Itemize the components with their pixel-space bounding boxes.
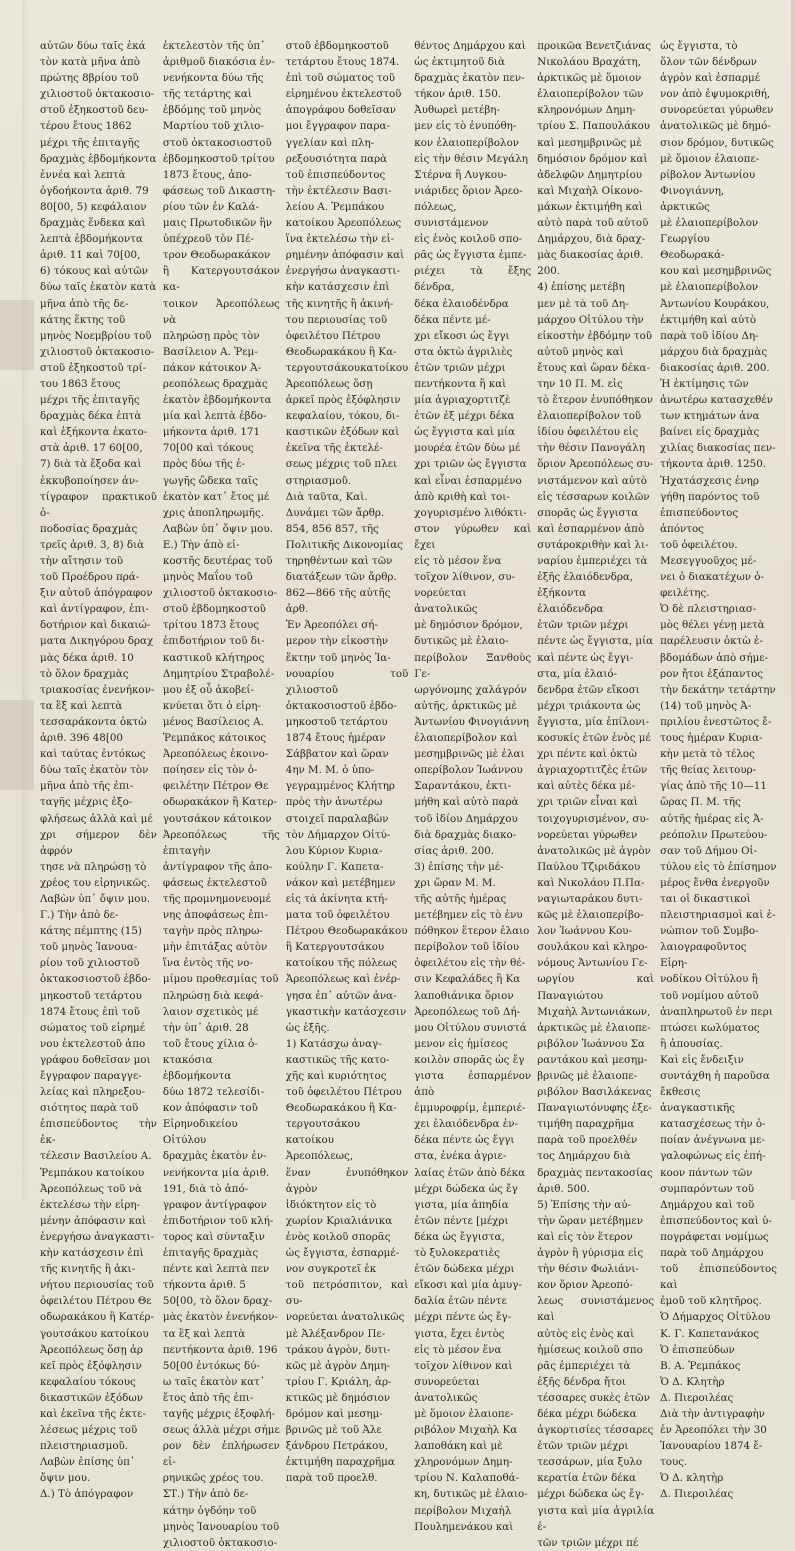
text-column-4 [414, 38, 531, 1551]
text-column-5 [537, 38, 654, 1551]
page-edge [791, 0, 795, 1200]
column-text: αὐτῶν δύω ταῖς ἑκά τὸν κατὰ μῆνα ἀπὸ πρώτης 8βρίου τοῦ χιλιοστοῦ ὀκτακοσιο- στοῦ ἑξηκοστοῦ δευ- τέρου ἔτους 1862 μέχρι τῆς ἐπιταγῆς δραχμὰς ἑβδομήκοντα ἐννέα καὶ λεπτὰ ὀγδοήκοντα ἀριθ. 79 80[00, 5) κεφάλαιον δραχμὰς ἕνδεκα καὶ λεπτὰ ἑβδομήκοντα ἀριθ. 11 καὶ 70[00, 6) τόκους καὶ αὐτῶν δύω ταῖς ἑκατὸν κατὰ μῆνα ἀπὸ τῆς δε- κάτης ἕκτης τοῦ μηνὸς Νοεμβρίου τοῦ χιλιοστοῦ ὀκτακοσιο- στοῦ ἑξηκοστοῦ τρί- του 1863 ἔτους μέχρι τῆς ἐπιταγῆς δραχμὰς δέκα ἑπτὰ καὶ ἑξήκοντα ἑκατο- στὰ ἀριθ. 17 60[00, 7) διὰ τὰ ἔξοδα καὶ ἐκκυβοποίησεν ἀν- τίγραφον πρακτικοῦ ὁ- ποδοσίας δραχμὰς τρεῖς ἀριθ. 3, 8) διὰ τὴν αἴτησιν τοῦ τοῦ Προέδρου πρά- ξιν αὐτοῦ ἀπόγραφον καὶ ἀντίγραφον, ἐπι- δοτήριον καὶ δικαιώ- ματα Δικηγόρου δραχ μὰς δέκα ἀριθ. 10 τὸ ὅλον δραχμὰς τριακοσίας ἐνενήκον- τα ἓξ καὶ λεπτὰ τεσσαράκοντα ὀκτὼ ἀριθ. 396 48[00 καὶ ταύτας ἐντόκως δύω ταῖς ἑκατὸν τὸν μῆνα ἀπὸ τῆς ἐπι- ταγῆς μέχρις ἐξο- φλήσεως ἀλλὰ καὶ μέ χρι σήμερον δὲν ἀφρόν τησε νὰ πληρώσῃ τὸ χρέος του εἰρηνικῶς. Λαβὼν ὑπ᾽ ὄψιν μου. Γ.) Τὴν ἀπὸ δε- κάτης πέμπτης (15) τοῦ μηνὸς Ἰανουα- ρίου τοῦ χιλιοστοῦ ὀκτακοσιοστοῦ ἑβδο- μηκοστοῦ τετάρτου 1874 ἔτους ἐπὶ τοῦ σώματος τοῦ εἰρημέ νου ἐκτελεστοῦ ἀπο γράφου δοθεῖσαν μοι ἔγγραφον παραγγε- λείας καὶ πληρεξου- σιότητος παρὰ τοῦ ἐπισπεύδοντος τὴν ἐκ- τέλεσιν Βασιλείου Α. Ῥεμπάκου κατοίκου Ἀρεοπόλεως τοῦ νὰ ἐκτελέσω τὴν εἰρη- μένην ἀπόφασιν καὶ ἐνεργήσω ἀναγκαστι- κὴν κατάσχεσιν ἐπὶ τῆς κινητῆς ἢ ἀκι- νήτου περιουσίας τοῦ ὀφειλέτου Πέτρου Θε οδωρακάκου ἢ Κατέρ- γουτσάκου κατοίκου Ἀρεοπόλεως ὅσῃ ἀρ κεῖ πρὸς ἐξόφλησιν κεφαλαίου τόκους δικαστικῶν ἐξόδων καὶ ἐκεῖνα τῆς ἐκτε- λέσεως μέχρις τοῦ πλειστηριασμοῦ. Λαβὼν ἐπίσης ὑπ᾽ ὄψιν μου. Δ.) Τὸ ἀπόγραφον [40, 40, 157, 1501]
column-text: ἐκτελεστὸν τῆς ὑπ᾽ ἀριθμοῦ διακόσια ἑν- νενήκοντα δύω τῆς τῆς τετάρτης καὶ ἑβδόμης τοῦ μηνὸς Μαρτίου τοῦ χιλιο- στοῦ ὀκτακοσιοστοῦ ἑβδομηκοστοῦ τρίτου 1873 ἔτους, ἀπο- φάσεως τοῦ Δικαστη- ρίου τῶν ἐν Καλά- μαις Πρωτοδικῶν ἣν ὑπέχρεοῦ τὸν Πέ- τρον Θεοδωρακάκον ἢ Κατεργουτσάκον κα- τοικον Ἀρεοπόλεως νὰ πληρώσῃ πρὸς τὸν Βασίλειον Α. Ῥεμ- πάκον κάτοικον Ἀ- ρεοπόλεως δραχμὰς ἑκατὸν ἑβδομήκοντα μία καὶ λεπτὰ ἑβδο- μήκοντα ἀριθ. 171 70[00 καὶ τόκους πρὸς δύω τῆς ἑ- γωγῆς ὥδεκα ταῖς ἑκατὸν κατ᾽ ἔτος μέ χρις ἀποπληρωμῆς. Λαβὼν ὑπ᾽ ὄψιν μου. Ε.) Τὴν ἀπὸ εἰ- κοστῆς δευτέρας τοῦ μηνὸς Μαΐου τοῦ χιλιοστοῦ ὀκτακοσιο- στοῦ ἑβδομηκοστοῦ τρίτου 1873 ἔτους ἐπιδοτήριον τοῦ δι- καστικοῦ κλήτηρος Δημητρίου Στραβολέ- μου ἐξ οὗ ἀκοβεί- κνύεται ὅτι ὁ εἰρη- μένος Βασίλειος Α. Ῥεμπάκος κάτοικος Ἀρεοπόλεως ἐκοινο- ποίησεν εἰς τὸν ὀ- φειλέτην Πέτρον Θε οδωρακάκον ἢ Κατερ- γουτσάκον κάτοικον Ἀρεοπόλεως τῆς ἐπιταγὴν ἀντίγραφον τῆς ἀπο- φάσεως ἐκτελεστοῦ τῆς προμνημονευομέ νης ἀποφάσεως ἐπι- ταγὴν πρὸς πληρω- μὴν ἐπιτάξας αὐτὸν ἵνα ἐντὸς τῆς νο- μίμου προθεσμίας τοῦ πληρώσῃ διὰ κεφά- λαιον σχετικὸς μέ τὴν ὑπ᾽ ἀριθ. 28 τοῦ ἔτους χίλια ὀ- κτακόσια ἑβδομήκοντα δύω 1872 τελεσίδι- κον ἀπόφασιν τοῦ Εἰρηνοδικείου Οἰτύλου δραχμὰς ἑκατὸν ἐν- νενήκοντα μία ἀριθ. 191, διὰ τὸ ἀπό- γραφον ἀντίγραφον ἐπιδοτήριον τοῦ κλή- τορος καὶ σύνταξιν ἐπιταγῆς δραχμὰς πέντε καὶ λεπτὰ πεν τήκοντα ἀριθ. 5 50[00, τὸ ὅλον δραχ- μὰς ἑκατὸν ἐνενήκον- τα ἓξ καὶ λεπτὰ πεντήκοντα ἀριθ. 196 50[00 ἐντόκως δύ- ω ταῖς ἑκατὸν κατ᾽ ἔτος ἀπὸ τῆς ἐπι- ταγῆς μέχρις ἐξοφλή- σεως ἀλλὰ μέχρι σήμε ρον δὲν ἐπλήρωσεν εἰ- ρηνικῶς χρέος του. ΣΤ.) Τὴν ἀπὸ δε- κάτην ὀγδόην τοῦ μηνὸς Ἰανουαρίου τοῦ χιλιοστοῦ ὀκτακοσιο- [162, 40, 280, 1549]
text-column-2 [163, 38, 280, 1551]
column-text: ὡς ἔγγιστα, τὸ ὅλον τῶν δένδρων ἀγρὸν καὶ ἐσπαρμέ νον ἀπὸ ἐψυμοκριθή, συνορεύεται γύρωθεν ἀνατολικῶς μὲ δημό- σιον δρόμον, δυτικῶς μὲ ὅμοιον ἐλαιοπε- ρίβολον Ἀντωνίου Φινογιάννη, ἀρκτικῶς μὲ ἐλαιοπερίβολον Γεωργίου Θεοδωρακά- κου καὶ μεσημβρινῶς μὲ ἐλαιοπερίβολον Ἀντωνίου Κουράκου, ἐκτιμήθη καὶ αὐτὸ παρὰ τοῦ ἰδίου Δη- μάρχου διὰ δραχμὰς διακοσίας ἀριθ. 200. Ἡ ἐκτίμησις τῶν ἀνωτέρω κατασχεθέν των κτημάτων ἀνα βαίνει εἰς δραχμὰς χιλίας διακοσίας πεν- τήκοντα ἀριθ. 1250. Ἡχατάσχεσις ἐνηρ γήθη παρόντος τοῦ ἐπισπεύδοντος ἀπόντος τοῦ ὀφειλέτου. Μεσεγγυοῦχος μέ- νει ὁ διακατέχων ὀ- φειλέτης. Ὁ δὲ πλειστηριασ- μὸς θέλει γένῃ μετὰ παρέλευσιν ὀκτὼ ἑ- βδομάδων ἀπὸ σήμε- ρον ἤτοι ἐξάπαντος τὴν δεκάτην τετάρτην (14) τοῦ μηνὸς Ἀ- πριλίου ἐνεστῶτος ἔ- τους ἡμέραν Κυρια- κὴν μετὰ τὸ τέλος τῆς θείας λειτουρ- γίας ἀπὸ τῆς 10—11 ὥρας Π. Μ. τῆς αὐτῆς ἡμέρας εἰς Ἀ- ρεόπολιν Πρωτεύου- σαν τοῦ Δήμου Οἰ- τύλου εἰς τὸ ἐπίσημον μέρος ἔνθα ἐνεργοῦν ται οἱ δικαστικοὶ πλειστηριασμοὶ καὶ ἐ- νώπιον τοῦ Συμβο- λαιογραφοῦντος Εἰρη- νοδίκου Οἰτύλου ἢ τοῦ νομίμου αὐτοῦ ἀναπληρωτοῦ ἐν περι πτώσει κωλύματος ἢ ἀπουσίας. Καὶ εἰς ἔνδειξιν συντάχθη ἡ παροῦσα ἔκθεσις ἀναγκαστικῆς κατασχέσεως τὴν ὁ- ποίαν ἀνέγνωνα με- γαλοφώνως εἰς ἐπή- κοον πάντων τῶν συμπαρόντων τοῦ Δημάρχου καὶ τοῦ ἐπισπεύδοντος καὶ ὑ- πογράφεται νομίμως παρὰ τοῦ Δημάρχου τοῦ ἐπισπεύδοντος καὶ ἐμοῦ τοῦ κλητῆρος. Ὁ Δήμαρχος Οἰτύλου Κ. Γ. Καπετανάκος Ὁ ἐπισπεύδων Β. Α. Ῥεμπάκος Ὁ Δ. Κλητὴρ Δ. Πιεροιλέας Διὰ τὴν ἀντιγραφὴν ἐν Ἀρεοπόλει τὴν 30 Ἰανουαρίου 1874 ἔ- τους. Ὁ Δ. κλητὴρ Δ. Πιεροιλέας [660, 40, 777, 1501]
column-text: στοῦ ἑβδομηκοστοῦ τετάρτου ἔτους 1874. ἐπὶ τοῦ σώματος τοῦ εἰρημένου ἐκτελεστοῦ ἀπογράφου δοθεῖσαν μοι ἔγγραφον παρα- γγελίαν καὶ πλη- ρεξουσιότητα παρὰ τοῦ ἐπισπεύδοντος τὴν ἐκτέλεσιν Βασι- λείου Α. Ῥεμπάκου κατοίκου Ἀρεοπόλεως ἵνα ἐκτελέσω τὴν εἰ- ρημένην ἀπόφασιν καὶ ἐνεργήσω ἀναγκαστι- κὴν κατάσχεσιν ἐπὶ τῆς κινητῆς ἢ ἀκινή- του περιουσίας τοῦ ὀφειλέτου Πέτρου Θεοδωρακάκου ἢ Κα- τεργουτσάκουκατοίκου Ἀρεοπόλεως ὅσῃ ἀρκεῖ πρὸς ἐξόφλησιν κεφαλαίου, τόκου, δι- καστικῶν ἐξόδων καὶ ἐκεῖνα τῆς ἐκτελέ- σεως μέχρις τοῦ πλει στηριασμοῦ. Διὰ ταῦτα, Καὶ. Δυνάμει τῶν ἄρθρ. 854, 856 857, τῆς Πολιτικῆς Δικονομίας τηρηθέντων καὶ τῶν διατάξεων τῶν ἄρθρ. 862—866 τῆς αὐτῆς ἀρθ. Ἐν Ἀρεοπόλει σή- μερον τὴν εἰκοστὴν ἕκτην τοῦ μηνὸς Ἰα- νουαρίου τοῦ χιλιοστοῦ ὀκτακοσιοστοῦ ἑβδο- μηκοστοῦ τετάρτου 1874 ἔτους ἡμέραν Σάββατον καὶ ὥραν 4ην Μ. Μ. ὁ ὑπο- γεγραμμένος Κλήτηρ πρὸς τὴν ἀνωτέρω στοιχεῖ παραλαβὼν τὸν Δήμαρχον Οἰτύ- λου Κύριον Κυρια- κούλην Γ. Καπετα- νάκον καὶ μετέβημεν εἰς τὰ ἀκίνητα κτή- ματα τοῦ ὀφειλέτου Πέτρου Θεοδωρακάκου ἢ Κατεργουτσάκου κατοίκου τῆς πόλεως Ἀρεοπόλεως καὶ ἐνέρ- γησα ἐπ᾽ αὐτῶν ἀνα- γκαστικὴν κατάσχεσιν ὡς ἑξῆς. 1) Κατάσχω ἀναγ- καστικῶς τῆς κατο- χῆς καὶ κυριότητος τοῦ ὀφειλέτου Πέτρου Θεοδωρακάκου ἢ Κα- τεργουτσάκου κατοίκου Ἀρεοπόλεως, ἕναν ἐνυπόθηκον ἀγρὸν ἰδιόκτητον εἰς τὸ χωρίον Κριαλιάνικα ἑνὸς κοιλοῦ σπορᾶς ὡς ἔγγιστα, ἐσπαρμέ- νον συγκροτεῖ ἐκ τοῦ πετρόσπιτον, καὶ συ- νορεύεται ἀνατολικῶς μὲ Ἀλέξανδρον Πε- τράκου ἀγρὸν, δυτι- κῶς μὲ ἀγρὸν Δημη- τρίου Γ. Κριάλη, ἀρ- κτικῶς μὲ δημόσιον δρόμον καὶ μεσημ- βρινῶς μὲ τοῦ Ἀλε ξάνδρου Πετράκου, ἐκτιμήθη παραχρῆμα παρὰ τοῦ προελθ. [285, 40, 409, 1485]
column-text: προικῶα Βενετζιάνας Νικολάου Βραχάτη, ἀρκτικῶς μὲ ὅμοιον ἐλαιοπερίβολον τῶν κληρονόμων Δημη- τρίου Σ. Παπουλάκου καὶ μεσημβρινῶς μὲ δημόσιον δρόμον καὶ ἀδελφῶν Δημητρίου καὶ Μιχαὴλ Οἰκονο- μάκων ἐκτιμήθη καὶ αὐτὸ παρὰ τοῦ αὐτοῦ Δημάρχου, διὰ δραχ- μὰς διακοσίας ἀριθ. 200. 4) ἐπίσης μετέβη μεν μὲ τὰ τοῦ Δη- μάρχου Οἰτύλου τὴν εἰκοστὴν ἑβδόμην τοῦ αὐτοῦ μηνὸς καὶ ἔτους καὶ ὥραν δέκα- την 10 Π. Μ. εἰς τὸ ἕτερον ἐνυπόθηκον ἐλαιοπερίβολον τοῦ ἰδίου ὀφειλέτου εἰς τὴν θέσιν Πανογάλη ὅριον Ἀρεοπόλεως συ- νιστάμενον καὶ αὐτὸ εἰς τέσσαρων κοιλῶν σπορᾶς ὡς ἔγγιστα καὶ ἐσπαρμένον ἀπὸ συτάροκριθὴν καὶ λι- ναρίου ἐμπεριέχει τὰ ἑξῆς ἐλαιόδενδρα, ἑξήκοντα ἐλαιόδενδρα ἐτῶν τριῶν μέχρι πέντε ὡς ἔγγιστα, μία καὶ πέντε ὡς ἔγγι- στα, μία ἐλαιό- δενδρα ἐτῶν εἴκοσι μέχρι τριάκοντα ὡς ἔγγιστα, μία ἐπίλονι- κοσυκίς ἐτῶν ἑνὸς μέ χρι πέντε καὶ ὀκτὼ ἀγριαχορτιτζὲς ἐτῶν καὶ αὐτὲς δέκα μέ- χρι τριῶν εἶναι καὶ τοιχογυρισμένον, συ- νορεύεται γύρωθεν ἀνατολικῶς μὲ ἀγρὸν Παύλου Τζιριδάκου καὶ Νικολάου Π.Πα- ναγιωταράκου δυτι- κῶς μὲ ἐλαιοπερίβο- λον Ἰωάννου Κου- σουλάκου καὶ κληρο- νόμους Ἀντωνίου Γε- ωργίου καὶ Παναγιώτου Μιχαὴλ Ἀντωνιάκων, ἀρκτικῶς μὲ ἐλαιοπε- ριβόλον Ἰωάννου Σα ραντάκου καὶ μεσημ- βρινῶς μὲ ἐλαιοπε- ριβόλον Βασιλάκενας Παναγιωτόνυφης ἐξε- τιμήθη παραχρῆμα παρὰ τοῦ προελθέν τος Δημάρχου διὰ δραχμὰς πεντακοσίας ἀριθ. 500. 5) Ἐπίσης τὴν αὐ- τὴν ὥραν μετέβημεν καὶ εἰς τὸν ἕτερον ἀγρὸν ἢ γύρισμα εἰς τὴν θέσιν Φωλιάνι- κον ὅριον Ἀρεοπό- λεως συνιστάμενος καὶ αὐτὸς εἰς ἑνὸς καὶ ἡμίσεως κοιλοῦ σπο ρᾶς ἐμπεριέχει τὰ ἑξῆς δένδρα ἤτοι τέσσαρες συκὲς ἐτῶν δέκα μέχρι δώδεκα ἀγκορτισίες τέσσαρες ἐτῶν τριῶν μέχρι τεσσάρων, μία ξυλο κερατία ἐτῶν δέκα μέχρι δώδεκα ὡς ἔγ- γιστα καὶ μία ἀγριλία ἐ- τῶν τριῶν μέχρι πέ [537, 40, 655, 1549]
text-column-3 [286, 38, 409, 1551]
column-text: θέντος Δημάρχου καὶ ὡς ἐκτιμητοῦ διὰ δραχμὰς ἑκατὸν πεν- τήκον ἀριθ. 150. Ἀυθωρεὶ μετέβη- μεν εἰς τὸ ἐνυπόθη- κον ἐλαιοπερίβολον εἰς τὴν θέσιν Μεγάλη Στέρνα ἢ Λυγκου- νιάριδες ὅριον Ἀρεο- πόλεως, συνιστάμενον εἰς ἑνὸς κοιλοῦ σπο- ρᾶς ὡς ἔγγιστα ἐμπε- ριέχει τὰ ἔξης δένδρα, δέκα ἐλαιοδένδρα δέκα πέντε μέ- χρι εἴκοσι ὡς ἔγγι στα ὀκτὼ ἀγριλιὲς ἐτῶν τριῶν μέχρι πεντήκοντα ἢ καὶ μία ἀγριαχορτιτζὲ ἐτῶν ἐξ μέχρι δέκα ὡς ἔγγιστα καὶ μία μουρέα ἐτῶν δύω μέ χρι τριῶν ὡς ἔγγιστα καὶ εἶναι ἐσπαρμένο ἀπὸ κριθὴ καὶ τοι- χογυρισμένο λιθόκτι- στον γύρωθεν καὶ ἔχει εἰς τὸ μέσον ἕνα τοῖχον λίθινον, συ- νορεύεται ἀνατολικῶς μὲ δημόσιον δρόμον, δυτικῶς μὲ ἐλαιο- περίβολον Ξανθοὺς Γε- ωργόνομης χαλάγρόν αὐτῆς, ἀρκτικῶς μὲ Ἀντωνίου Φινογιάννη ἐλαιοπερίβολον καὶ μεσημβρινῶς μὲ ἐλαι οπερίβολον Ἰωάννου Σαραντάκου, ἐκτι- μήθη καὶ αὐτὸ παρὰ τοῦ ἰδίου Δημάρχου διὰ δραχμὰς διακο- σίας ἀριθ. 200. 3) ἐπίσης τὴν μέ- χρι ὥραν Μ. Μ. τῆς αὐτῆς ἡμέρας μετέβημεν εἰς τὸ ἐνυ πόθηκον ἕτερον ἐλαιο περίβολον τοῦ ἰδίου ὀφειλέτου εἰς τὴν θέ- σιν Κεφαλάδες ἢ Κα λαποθιάνικα ὅριον Ἀρεοπόλεως τοῦ Δή- μου Οἰτύλου συνιστά μενον εἰς ἡμίσεος κοιλὸν σπορᾶς ὡς ἔγ γιστα ἐσπαρμένον ἀπὸ ἐμμυροφρίμ, ἐμπεριέ- χει ἐλαιόδενδρα ἐν- δέκα πέντε ὡς ἔγγι στα, ἐνέκα ἀγριε- λαίας ἐτῶν ἀπὸ δέκα μέχρι δώδεκα ὡς ἔγ γιστα, μία ἀπηδία ἐτῶν πέντε [μέχρι δέκα ὡς ἔγγιστα, τὸ ξυλοκερατιὲς ἐτῶν δώδεκα μέχρι εἴκοσι καὶ μία ἀμυγ- δαλία ἐτῶν πέντε μέχρι πέντε ὡς ἔγ- γιστα, ἔχει ἐντὸς εἰς τὸ μέσον ἕνα τοῖχον λίθινον καὶ συνορεύεται ἀνατολικῶς μὲ ὅμοιον ἐλαιοπε- ριβόλον Μιχαὴλ Κα λαποθάκη καὶ μὲ χληρονόμων Δημη- τρίου Ν. Καλαποθά- κη, δυτικῶς μὲ ἐλαιο- περίβολον Μιχαὴλ Πουλημενάκου καὶ [414, 40, 532, 1533]
text-columns [40, 38, 777, 1549]
torn-edge [0, 300, 34, 370]
text-column-6 [660, 38, 777, 1551]
page-fold-shadow [22, 0, 30, 1200]
text-column-1 [40, 38, 157, 1551]
torn-edge [0, 700, 34, 790]
